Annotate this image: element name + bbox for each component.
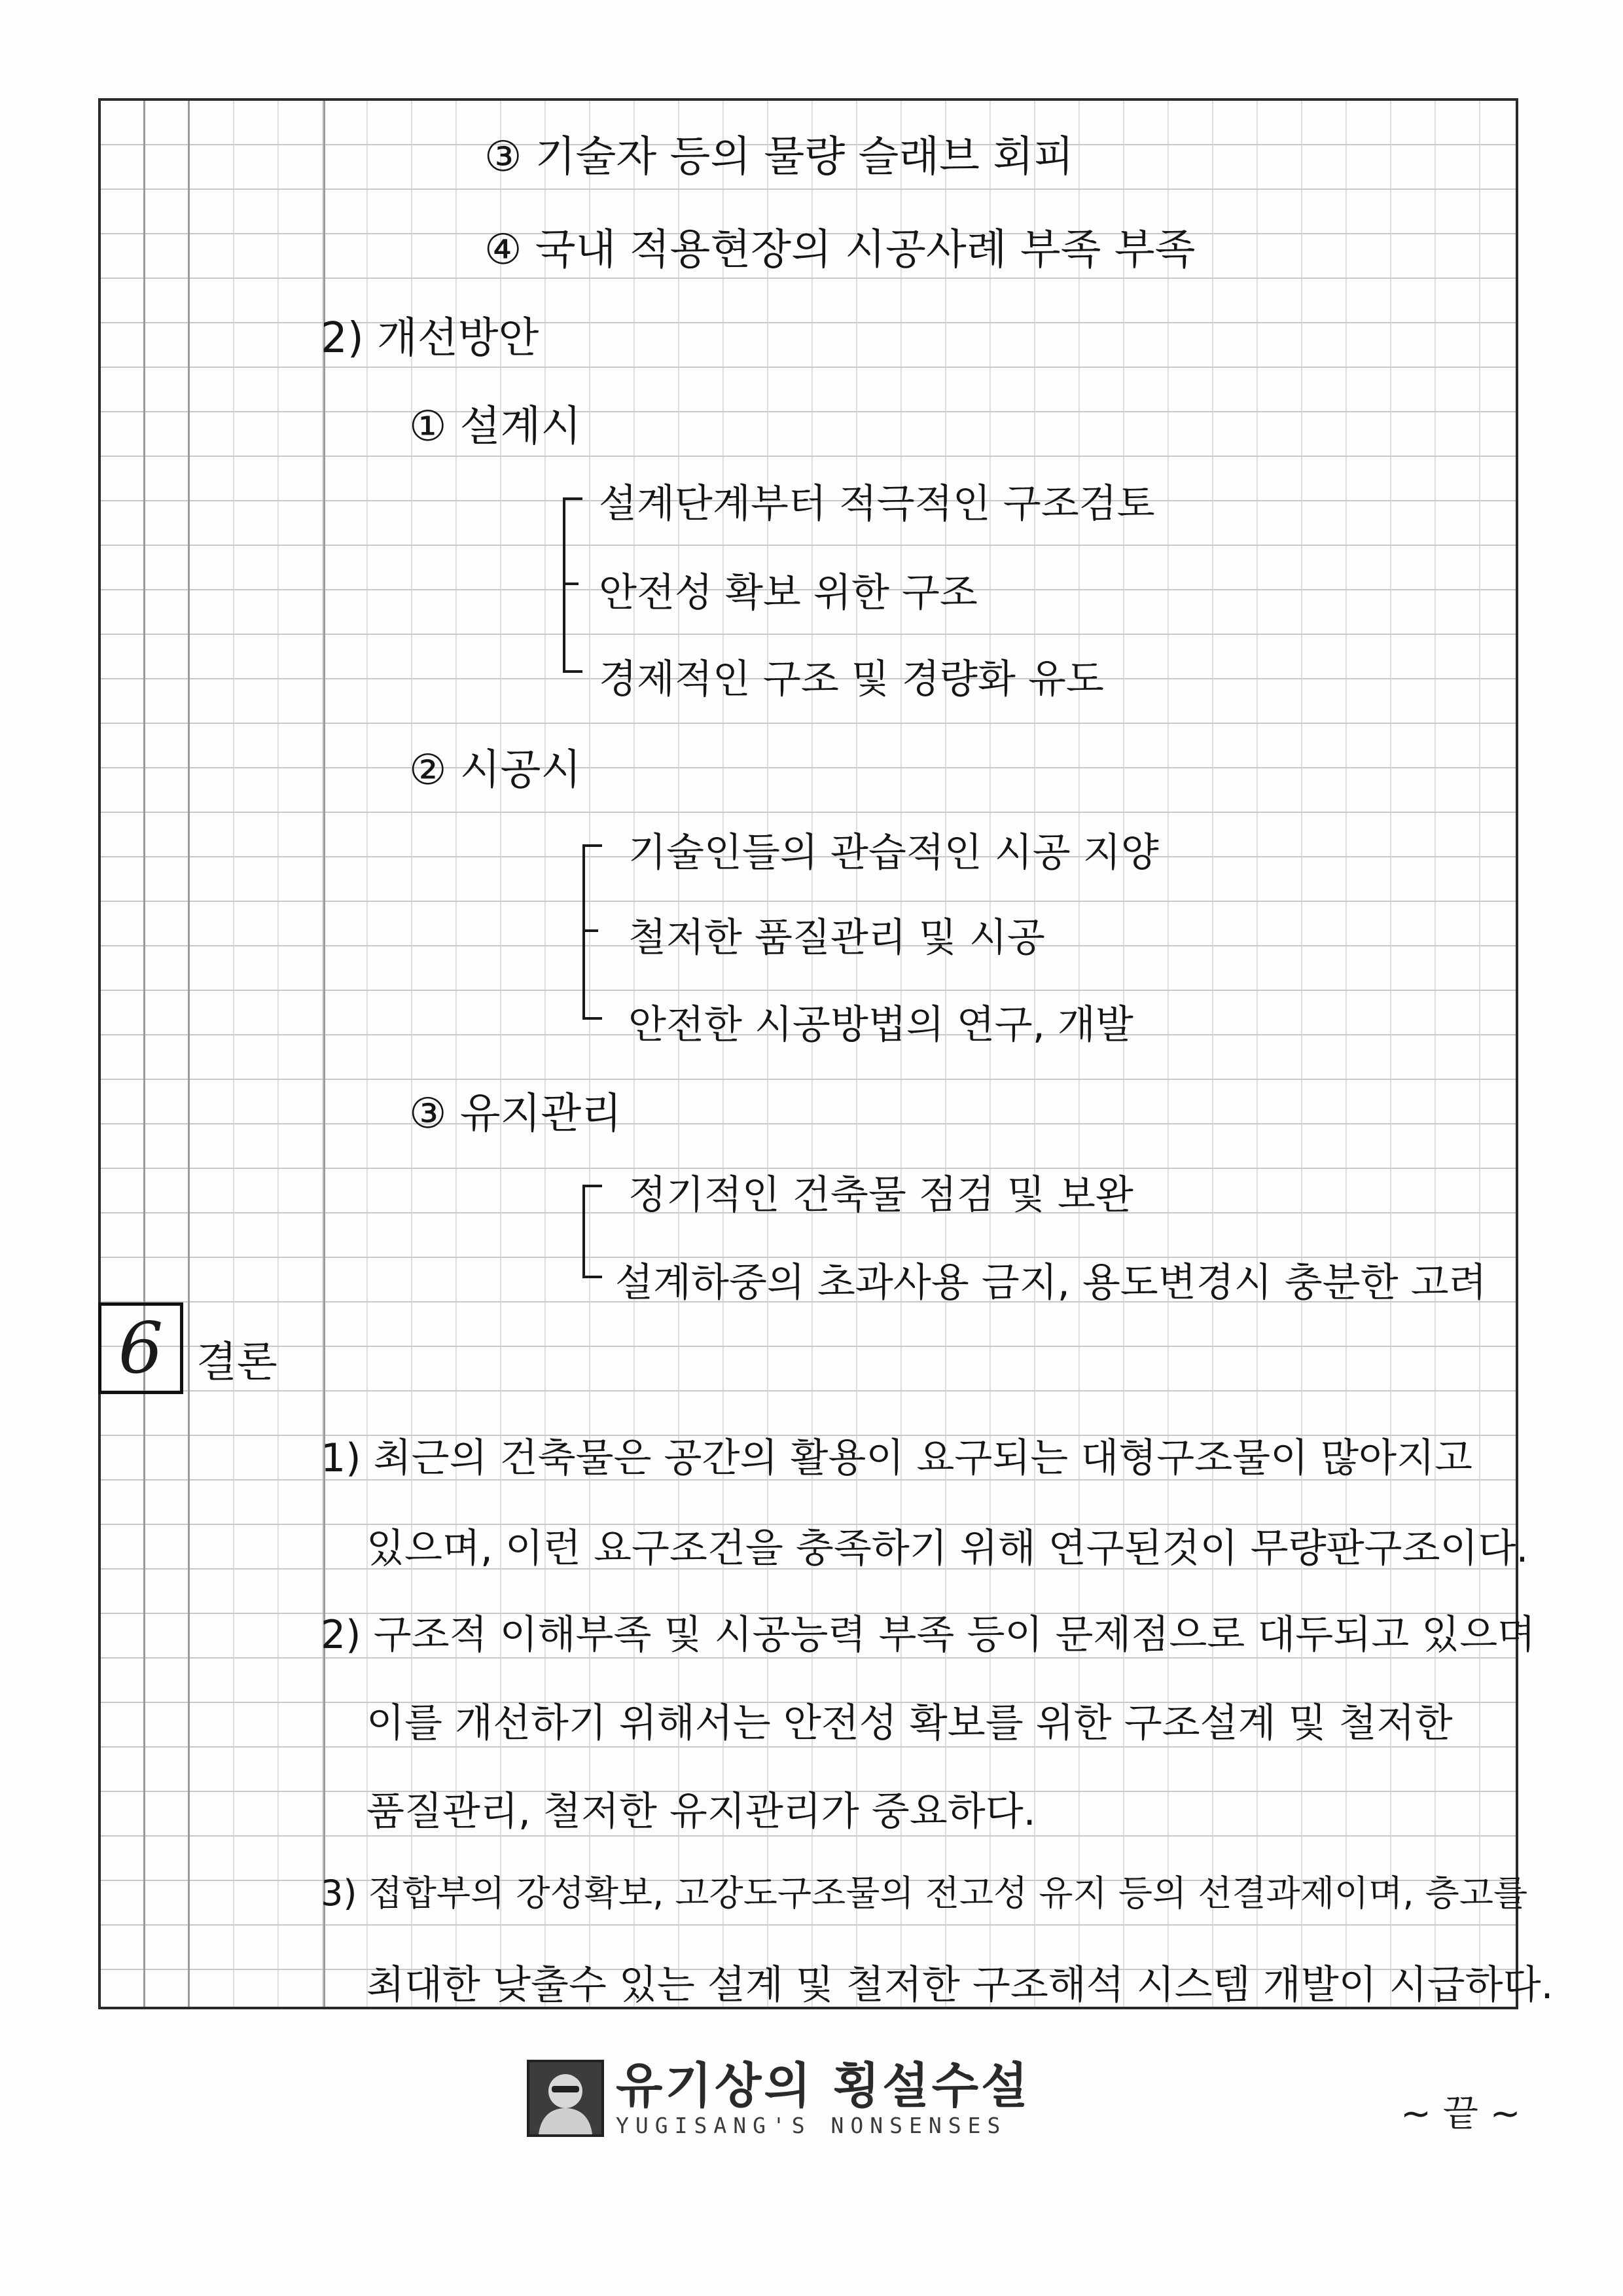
bracket-tick — [565, 583, 579, 585]
end-mark: ~ 끝 ~ — [1400, 2092, 1521, 2135]
portrait-icon — [527, 2060, 604, 2137]
bracket — [563, 497, 582, 673]
note-line: ③ 기술자 등의 물량 슬래브 회피 — [484, 133, 1074, 181]
bracket — [582, 1185, 602, 1278]
paragraph-line: 3) 접합부의 강성확보, 고강도구조물의 전고성 유지 등의 선결과제이며, 층고를 — [321, 1873, 1528, 1914]
list-item: 기술인들의 관습적인 시공 지양 — [628, 830, 1159, 876]
margin-line — [143, 101, 145, 2007]
bracket — [582, 844, 602, 1020]
list-item: 안전성 확보 위한 구조 — [599, 570, 978, 616]
paragraph-line: 품질관리, 철저한 유지관리가 중요하다. — [366, 1789, 1036, 1835]
paragraph-line: 이를 개선하기 위해서는 안전성 확보를 위한 구조설계 및 철저한 — [366, 1700, 1453, 1746]
paragraph-line: 1) 최근의 건축물은 공간의 활용이 요구되는 대형구조물이 많아지고 — [321, 1435, 1473, 1481]
list-item: 철저한 품질관리 및 시공 — [628, 915, 1045, 961]
paragraph-line: 있으며, 이런 요구조건을 충족하기 위해 연구된것이 무량판구조이다. — [366, 1526, 1529, 1571]
margin-line — [188, 101, 190, 2007]
list-item: 설계하중의 초과사용 금지, 용도변경시 충분한 고려 — [615, 1260, 1487, 1306]
list-item: 안전한 시공방법의 연구, 개발 — [628, 1002, 1133, 1048]
paragraph-line: 2) 구조적 이해부족 및 시공능력 부족 등이 문제점으로 대두되고 있으며 — [321, 1612, 1536, 1658]
footer-logo — [527, 2058, 1031, 2138]
logo-subtitle: YUGISANG'S NONSENSES — [616, 2113, 1007, 2138]
subsection-heading: ① 설계시 — [409, 403, 582, 451]
logo-title: 유기상의 횡설수설 — [616, 2058, 1031, 2114]
list-item: 설계단계부터 적극적인 구조검토 — [599, 481, 1155, 527]
bracket-tick — [585, 929, 598, 932]
subsection-heading: ③ 유지관리 — [409, 1090, 622, 1138]
section-title: 결론 — [196, 1338, 277, 1387]
paragraph-line: 최대한 낮출수 있는 설계 및 철저한 구조해석 시스템 개발이 시급하다. — [366, 1962, 1554, 2008]
margin-line — [323, 101, 325, 2007]
list-item: 정기적인 건축물 점검 및 보완 — [628, 1172, 1133, 1218]
section-number-box — [98, 1302, 183, 1394]
section-number: 6 — [118, 1307, 164, 1390]
section-heading: 2) 개선방안 — [321, 314, 539, 363]
list-item: 경제적인 구조 및 경량화 유도 — [599, 656, 1104, 702]
subsection-heading: ② 시공시 — [409, 746, 582, 795]
note-line: ④ 국내 적용현장의 시공사례 부족 부족 — [484, 226, 1196, 274]
